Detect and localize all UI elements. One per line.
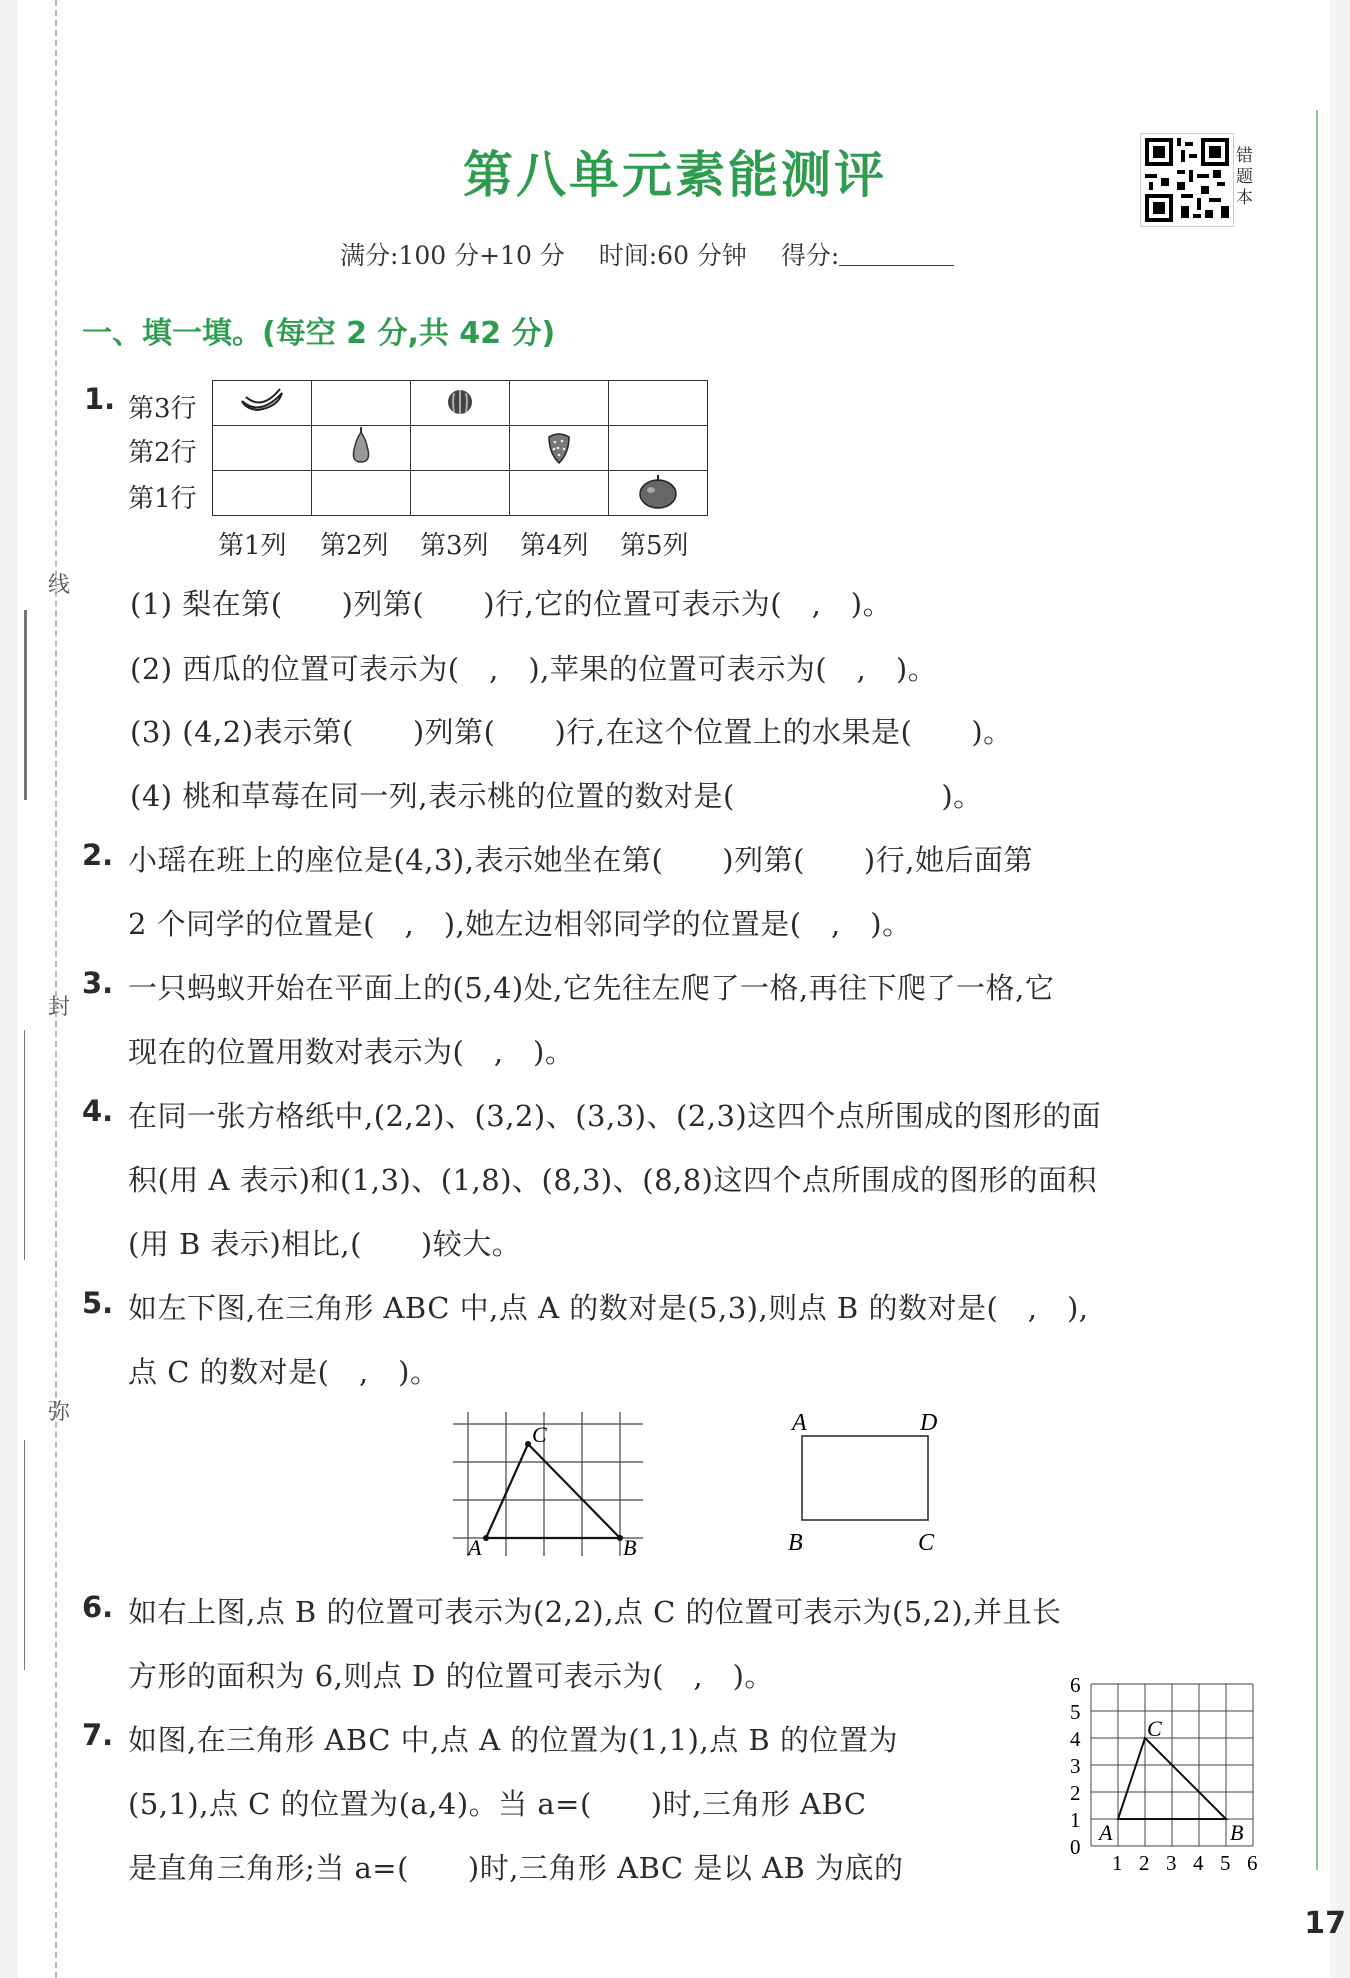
grid-cell bbox=[609, 381, 708, 426]
q1-sub4: (4) 桃和草莓在同一列,表示桃的位置的数对是( )。 bbox=[130, 779, 983, 813]
grid-cell bbox=[411, 381, 510, 426]
col-label: 第5列 bbox=[620, 531, 689, 561]
binding-cut-line bbox=[55, 0, 57, 1978]
q7-line2: (5,1),点 C 的位置为(a,4)。当 a=( )时,三角形 ABC bbox=[128, 1787, 867, 1821]
q7-line1: 如图,在三角形 ABC 中,点 A 的位置为(1,1),点 B 的位置为 bbox=[128, 1723, 898, 1757]
page-number: 17 bbox=[1304, 1906, 1346, 1941]
grid-cell bbox=[510, 471, 609, 516]
grid-cell bbox=[411, 426, 510, 471]
q4-line2: 积(用 A 表示)和(1,3)、(1,8)、(8,3)、(8,8)这四个点所围成的图形的面积 bbox=[128, 1163, 1097, 1197]
gutter-char-xian: 线 bbox=[48, 573, 71, 598]
question-number: 4. bbox=[82, 1094, 114, 1128]
time-limit: 时间:60 分钟 bbox=[598, 241, 747, 270]
grid-cell bbox=[411, 471, 510, 516]
gutter-line bbox=[24, 1440, 25, 1670]
point-b-label: B bbox=[623, 1535, 637, 1560]
gutter-char-mi: 弥 bbox=[48, 1400, 71, 1425]
full-score: 满分:100 分+10 分 bbox=[340, 241, 565, 270]
col-label: 第4列 bbox=[520, 531, 589, 561]
pear-icon bbox=[346, 426, 376, 466]
score-blank[interactable] bbox=[839, 243, 954, 266]
col-label: 第1列 bbox=[218, 531, 287, 561]
grid-cell bbox=[312, 381, 411, 426]
x-tick: 1 bbox=[1112, 1851, 1123, 1875]
q3-line2: 现在的位置用数对表示为( , )。 bbox=[128, 1035, 575, 1069]
q2-line2: 2 个同学的位置是( , ),她左边相邻同学的位置是( , )。 bbox=[128, 907, 912, 941]
grid-cell bbox=[213, 381, 312, 426]
page-title: 第八单元素能测评 bbox=[463, 145, 887, 204]
x-tick: 5 bbox=[1220, 1851, 1231, 1875]
grid-cell bbox=[609, 426, 708, 471]
point-a-label: A bbox=[468, 1535, 482, 1560]
point-c-label: C bbox=[532, 1422, 547, 1447]
y-tick: 2 bbox=[1070, 1781, 1081, 1805]
grid-cell bbox=[510, 426, 609, 471]
question-number: 7. bbox=[82, 1718, 114, 1752]
x-tick: 3 bbox=[1166, 1851, 1177, 1875]
question-number: 6. bbox=[82, 1590, 114, 1624]
point-a-label: A bbox=[792, 1410, 807, 1436]
gutter-line bbox=[24, 1030, 25, 1260]
question-number: 2. bbox=[82, 838, 114, 872]
question-number: 3. bbox=[82, 966, 114, 1000]
grid-cell bbox=[609, 471, 708, 516]
grid-cell bbox=[213, 426, 312, 471]
x-tick: 4 bbox=[1193, 1851, 1204, 1875]
banana-icon bbox=[238, 383, 286, 419]
q4-line3: (用 B 表示)相比,( )较大。 bbox=[128, 1227, 522, 1261]
score-label: 得分: bbox=[780, 241, 840, 270]
y-tick: 6 bbox=[1070, 1673, 1081, 1697]
q2-line1: 小瑶在班上的座位是(4,3),表示她坐在第( )列第( )行,她后面第 bbox=[128, 843, 1033, 877]
col-label: 第2列 bbox=[320, 531, 389, 561]
q5-line2: 点 C 的数对是( , )。 bbox=[128, 1355, 440, 1389]
grid-cell bbox=[213, 471, 312, 516]
rectangle-figure bbox=[780, 1404, 950, 1559]
grid-cell bbox=[312, 426, 411, 471]
point-c-label: C bbox=[918, 1530, 935, 1556]
grid-cell bbox=[510, 381, 609, 426]
y-tick: 3 bbox=[1070, 1754, 1081, 1778]
point-c-label: C bbox=[1147, 1716, 1162, 1741]
y-tick: 4 bbox=[1070, 1727, 1081, 1751]
q7-line3: 是直角三角形;当 a=( )时,三角形 ABC 是以 AB 为底的 bbox=[128, 1851, 904, 1885]
q6-line2: 方形的面积为 6,则点 D 的位置可表示为( , )。 bbox=[128, 1659, 774, 1693]
point-a-label: A bbox=[1099, 1820, 1113, 1845]
q5-line1: 如左下图,在三角形 ABC 中,点 A 的数对是(5,3),则点 B 的数对是( , ), bbox=[128, 1291, 1089, 1325]
watermelon-icon bbox=[444, 385, 476, 417]
grid-cell bbox=[312, 471, 411, 516]
col-label: 第3列 bbox=[420, 531, 489, 561]
x-tick: 2 bbox=[1139, 1851, 1150, 1875]
y-tick: 0 bbox=[1070, 1835, 1081, 1859]
row-label: 第3行 bbox=[128, 394, 197, 424]
question-number: 1. bbox=[84, 382, 116, 416]
fruit-grid bbox=[212, 380, 708, 516]
coordinate-grid-figure bbox=[1065, 1670, 1280, 1885]
point-b-label: B bbox=[1230, 1820, 1244, 1845]
q1-sub1: (1) 梨在第( )列第( )行,它的位置可表示为( , )。 bbox=[130, 587, 893, 621]
q1-sub3: (3) (4,2)表示第( )列第( )行,在这个位置上的水果是( )。 bbox=[130, 715, 1013, 749]
point-b-label: B bbox=[788, 1530, 803, 1556]
y-tick: 1 bbox=[1070, 1808, 1081, 1832]
q6-line1: 如右上图,点 B 的位置可表示为(2,2),点 C 的位置可表示为(5,2),并且长 bbox=[128, 1595, 1062, 1629]
score-info bbox=[340, 236, 980, 272]
q3-line1: 一只蚂蚁开始在平面上的(5,4)处,它先往左爬了一格,再往下爬了一格,它 bbox=[128, 971, 1055, 1005]
q1-sub2: (2) 西瓜的位置可表示为( , ),苹果的位置可表示为( , )。 bbox=[130, 652, 938, 686]
qr-label: 错题本 bbox=[1236, 146, 1253, 208]
x-tick: 6 bbox=[1247, 1851, 1258, 1875]
right-border-rule bbox=[1316, 110, 1318, 1870]
strawberry-icon bbox=[543, 427, 575, 465]
y-tick: 5 bbox=[1070, 1700, 1081, 1724]
q4-line1: 在同一张方格纸中,(2,2)、(3,2)、(3,3)、(2,3)这四个点所围成的图形的面 bbox=[128, 1099, 1102, 1133]
qr-code[interactable] bbox=[1140, 133, 1234, 227]
section-heading: 一、填一填。(每空 2 分,共 42 分) bbox=[82, 316, 556, 351]
question-number: 5. bbox=[82, 1286, 114, 1320]
point-d-label: D bbox=[920, 1410, 938, 1436]
row-label: 第2行 bbox=[128, 438, 197, 468]
triangle-grid-figure bbox=[448, 1404, 658, 1564]
gutter-bar bbox=[24, 610, 27, 800]
apple-icon bbox=[636, 471, 680, 511]
gutter-char-feng: 封 bbox=[48, 995, 71, 1020]
row-label: 第1行 bbox=[128, 484, 197, 514]
